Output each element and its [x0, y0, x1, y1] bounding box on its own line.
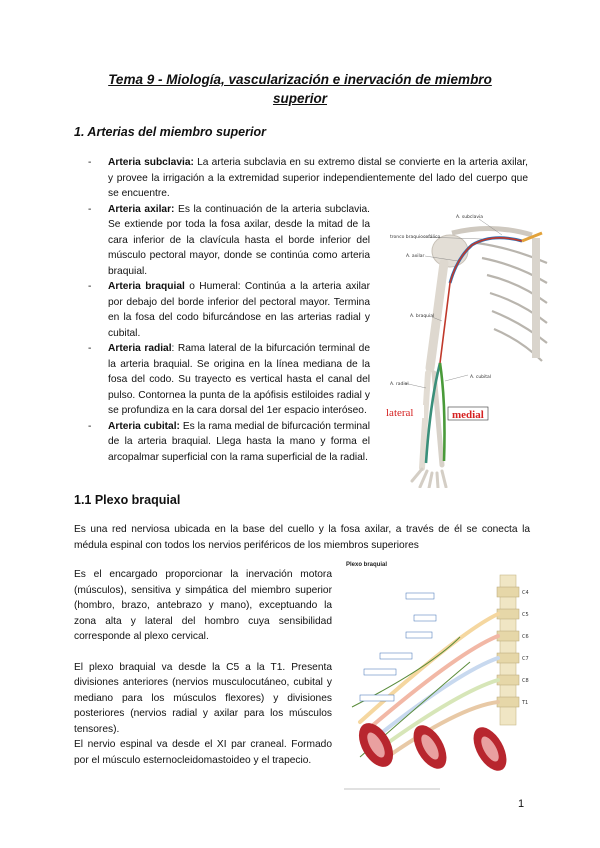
label-tronco: tronco braquiocefálico [390, 235, 441, 240]
term: Arteria radial [108, 343, 172, 354]
list-item-subclavia: - Arteria subclavia: La arteria subclavia en su extremo distal se convierte en la arteria axilar, y provee la irrigación a la extremidad superior independientemente del lado del cuerpo que se encuentre. [88, 157, 529, 199]
list-item-axilar: - Arteria axilar: Es la continuación de la arteria subclavia. Se extiende por toda la fosa axilar, desde la mitad de la cara inferior de la clavícula hasta el borde inferior del músculo pectoral mayor, donde se continúa como arteria braquial. [88, 203, 371, 277]
root-label-t1: T1 [522, 700, 529, 706]
term: Arteria axilar: [108, 203, 175, 215]
description: o Humeral: Continúa a la arteria axilar por debajo del borde inferior del pectoral mayor. Termina en la fosa del codo bifurcándose en las arterias radial y cubital. [108, 281, 370, 339]
page-number: 1 [518, 798, 525, 810]
plexo-description [74, 567, 332, 768]
label-radial: A. radial [390, 382, 409, 387]
list-item-braquial: - Arteria braquial o Humeral: Continúa a la arteria axilar por debajo del borde inferior del pectoral mayor. Termina en la fosa del codo bifurcándose en las arterias radial y cubital. [88, 281, 370, 339]
description: Es la continuación de la arteria subclavia. Se extiende por toda la fosa axilar, desde la mitad de la cara inferior de la clavícula hasta el borde inferior del músculo pectoral mayor, donde se continúa como arteria braquial. [108, 203, 371, 277]
label-lateral: lateral [386, 407, 414, 419]
page-title [70, 70, 530, 108]
term: Arteria braquial [108, 281, 185, 292]
list-item-cubital: - Arteria cubital: Es la rama medial de bifurcación terminal de la arteria braquial. Llega hasta la mano y forma el arcopalmar superficial con la rama superficial de la radial. [88, 420, 370, 463]
description: : Rama lateral de la bifurcación terminal de la arteria braquial. Se origina en la línea mediana de la fosa del codo. Su trayecto es vertical hasta el canal del pulso. Contornea la punta de la apófisis estiloides radial y se profundiza en la cara dorsal del 1er espacio interóseo. [108, 343, 370, 416]
plexo-paragraph-1: Es el encargado proporcionar la inervación motora (músculos), sensitiva y simpática del miembro superior (hombro, brazo, antebrazo y mano), exceptuando la zona alta y lateral del hombro cuya sensibilidad corresponde al plexo cervical. [74, 569, 332, 642]
title-line-1: Tema 9 - Miología, vascularización e inervación de miembro [108, 72, 492, 87]
plexo-figure-title: Plexo braquial [346, 562, 388, 568]
plexo-braquial-figure [340, 557, 536, 797]
root-label-c5: C5 [522, 612, 529, 618]
plexo-paragraph-3: El nervio espinal va desde el XI par craneal. Formado por el músculo esternocleidomastoideo y el trapecio. [74, 739, 332, 766]
list-item-radial: - Arteria radial: Rama lateral de la bifurcación terminal de la arteria braquial. Se origina en la línea mediana de la fosa del codo. Su trayecto es vertical hasta el canal del pulso. Contornea la punta de la apófisis estiloides radial y se profundiza en la cara dorsal del 1er espacio interóseo. [88, 343, 370, 416]
root-label-c6: C6 [522, 634, 529, 640]
description: Es la rama medial de bifurcación terminal de la arteria braquial. Llega hasta la mano y forma el arcopalmar superficial con la rama superficial de la radial. [108, 420, 370, 463]
arm-arteries-figure [382, 203, 552, 488]
root-label-c7: C7 [522, 656, 529, 662]
title-line-2: superior [272, 91, 327, 106]
label-subclavia: A. subclavia [456, 215, 484, 220]
plexo-intro-paragraph: Es una red nerviosa ubicada en la base del cuello y la fosa axilar, a través de él se conecta la médula espinal con todos los nervios periféricos de los miembros superiores [74, 524, 530, 551]
label-braquial: A. braquial [410, 314, 435, 319]
term: Arteria cubital: [108, 420, 180, 432]
plexo-paragraph-2: El plexo braquial va desde la C5 a la T1. Presenta divisiones anteriores (nervios musculocutáneo, cubital y mediano para los músculos flexores) y divisiones posteriores (nervios radial y axilar para los músculos tensores). [74, 661, 332, 735]
term: Arteria subclavia: [108, 157, 194, 168]
label-cubital: A. cubital [470, 375, 492, 380]
section-heading-arterias: 1. Arterias del miembro superior [74, 125, 266, 139]
section-heading-plexo: 1.1 Plexo braquial [74, 493, 181, 507]
description: La arteria subclavia en su extremo distal se convierte en la arteria axilar, y provee la irrigación a la extremidad superior independientemente del lado del cuerpo que se encuentre. [108, 157, 529, 199]
label-axilar: A. axilar [406, 254, 425, 259]
sternum [532, 238, 540, 358]
root-label-c8: C8 [522, 678, 529, 684]
label-medial: medial [452, 409, 484, 421]
root-label-c4: C4 [522, 590, 529, 596]
